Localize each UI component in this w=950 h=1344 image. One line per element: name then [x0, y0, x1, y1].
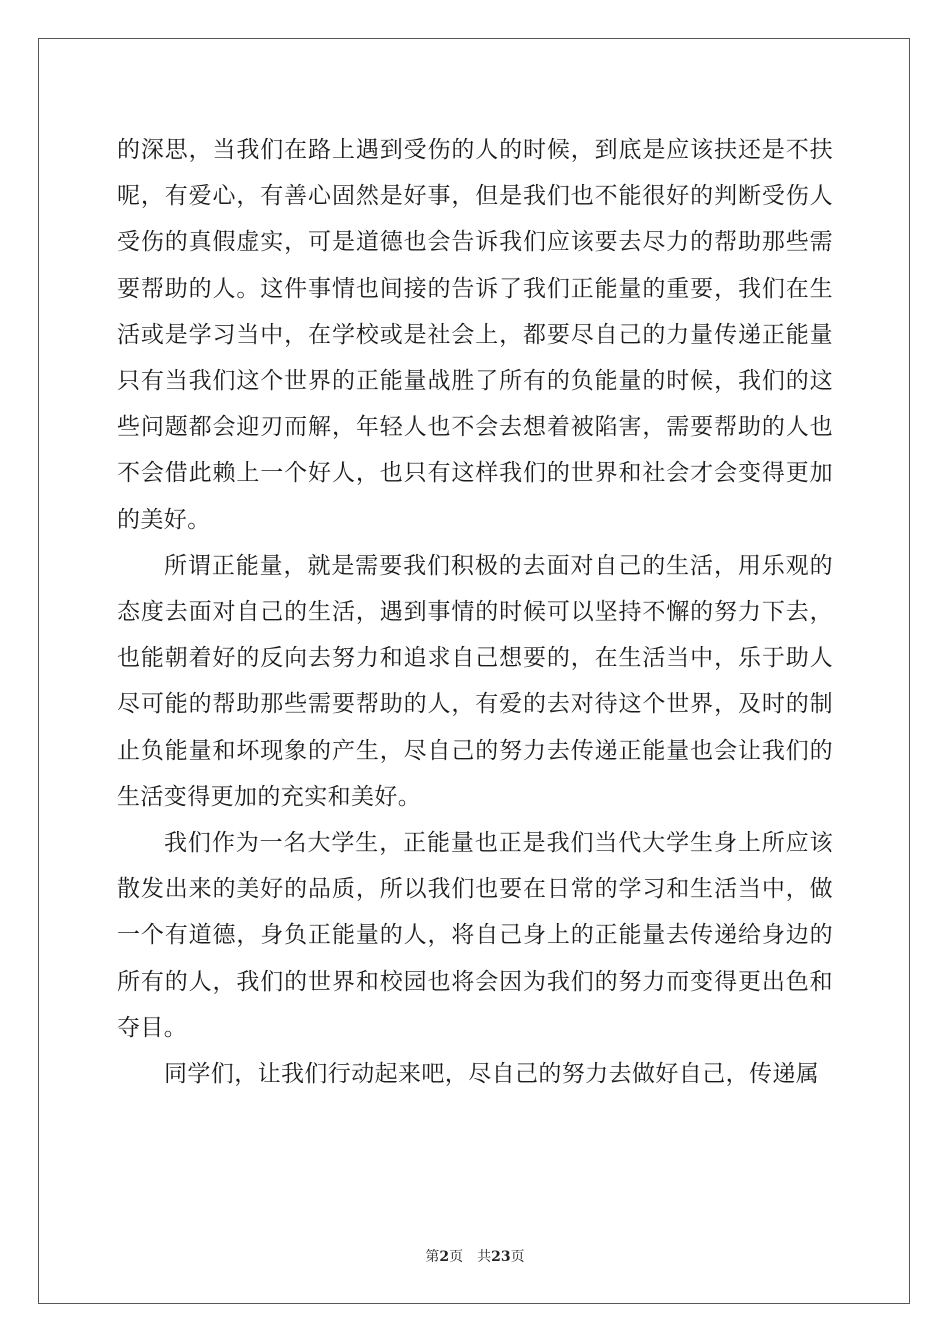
- page-number: 2: [439, 1249, 450, 1265]
- page-footer: [0, 1246, 950, 1266]
- paragraph-4: 同学们，让我们行动起来吧，尽自己的努力去做好自己，传递属: [164, 1061, 820, 1088]
- page-prefix: 第: [425, 1249, 440, 1265]
- total-prefix: 共: [477, 1249, 492, 1265]
- page-suffix: 页: [449, 1249, 464, 1265]
- paragraph-3: 我们作为一名大学生，正能量也正是我们当代大学生身上所应该散发出来的美好的品质，所以我们也要在日常的学习和生活当中，做一个有道德，身负正能量的人，将自己身上的正能量去传递给身边的所有的人，我们的世界和校园也将会因为我们的努力而变得更出色和夺目。: [117, 830, 833, 1041]
- total-indicator: [477, 1246, 524, 1266]
- document-body: [117, 127, 833, 1097]
- total-pages: 23: [491, 1249, 511, 1265]
- paragraph-1: 的深思，当我们在路上遇到受伤的人的时候，到底是应该扶还是不扶呢，有爱心，有善心固然是好事，但是我们也不能很好的判断受伤人受伤的真假虚实，可是道德也会告诉我们应该要去尽力的帮助那些需要帮助的人。这件事情也间接的告诉了我们正能量的重要，我们在生活或是学习当中，在学校或是社会上，都要尽自己的力量传递正能量只有当我们这个世界的正能量战胜了所有的负能量的时候，我们的这些问题都会迎刃而解，年轻人也不会去想着被陷害，需要帮助的人也不会借此赖上一个好人，也只有这样我们的世界和社会才会变得更加的美好。: [117, 137, 833, 533]
- page-indicator: [425, 1246, 463, 1266]
- paragraph-2: 所谓正能量，就是需要我们积极的去面对自己的生活，用乐观的态度去面对自己的生活，遇到事情的时候可以坚持不懈的努力下去，也能朝着好的反向去努力和追求自己想要的，在生活当中，乐于助人尽可能的帮助那些需要帮助的人，有爱的去对待这个世界，及时的制止负能量和坏现象的产生，尽自己的努力去传递正能量也会让我们的生活变得更加的充实和美好。: [117, 552, 833, 810]
- total-suffix: 页: [510, 1249, 525, 1265]
